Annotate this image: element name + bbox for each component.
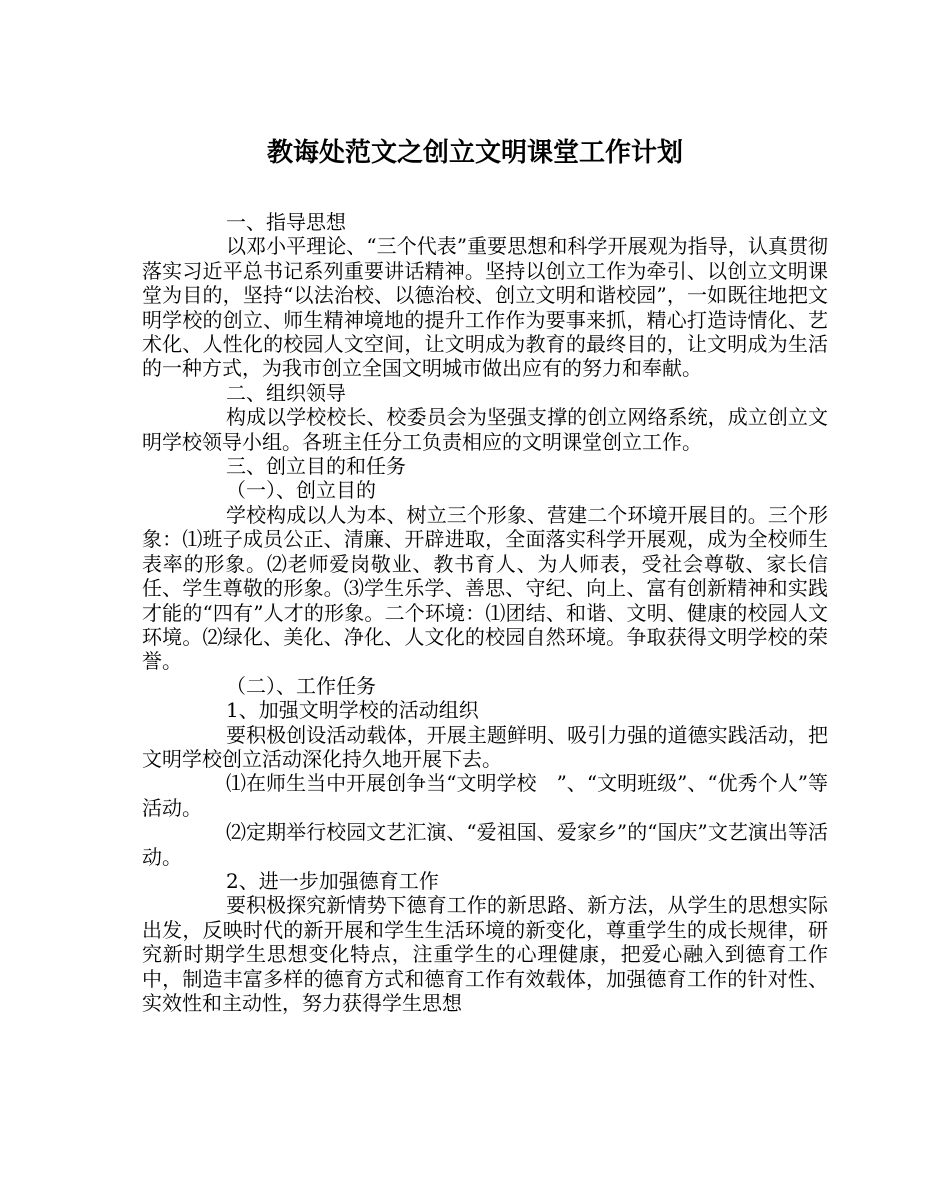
document-title: 教诲处范文之创立文明课堂工作计划 — [266, 138, 683, 168]
paragraph-guiding-ideology: 以邓小平理论、“三个代表”重要思想和科学开展观为指导，认真贯彻落实习近平总书记系列重要讲话精神。坚持以创立工作为牵引、以创立文明课堂为目的，坚持“以法治校、以德治校、创立文明和谐校园”，一如既往地把文明学校的创立、师生精神境地的提升工作作为要事来抓，精心打造诗情化、艺术化、人性化的校园人文空间，让文明成为教育的最终目的，让文明成为生活的一种方式，为我市创立全国文明城市做出应有的努力和奉献。 — [142, 234, 828, 381]
section-heading-organization: 二、组织领导 — [226, 380, 346, 405]
paragraph-goals: 学校构成以人为本、树立三个形象、营建二个环境开展目的。三个形象：⑴班子成员公正、清廉、开辟进取，全面落实科学开展观，成为全校师生表率的形象。⑵老师爱岗敬业、教书育人、为人师表，受社会尊敬、家长信任、学生尊敬的形象。⑶学生乐学、善思、守纪、向上、富有创新精神和实践才能的“四有”人才的形象。二个环境：⑴团结、和谐、文明、健康的校园人文环境。⑵绿化、美化、净化、人文化的校园自然环境。争取获得文明学校的荣誉。 — [142, 502, 828, 674]
paragraph-organization: 构成以学校校长、校委员会为坚强支撑的创立网络系统，成立创立文明学校领导小组。各班主任分工负责相应的文明课堂创立工作。 — [142, 405, 828, 454]
list-item-activity-2: ⑵定期举行校园文艺汇演、“爱祖国、爱家乡”的“国庆”文艺演出等活动。 — [142, 820, 828, 869]
subsection-heading-goals: （一）、创立目的 — [226, 478, 376, 503]
paragraph-activities: 要积极创设活动载体，开展主题鲜明、吸引力强的道德实践活动，把文明学校创立活动深化持久地开展下去。 — [142, 722, 828, 771]
section-heading-guiding-ideology: 一、指导思想 — [226, 210, 346, 234]
task-heading-activities: 1、加强文明学校的活动组织 — [226, 698, 479, 723]
task-heading-moral-education: 2、进一步加强德育工作 — [226, 868, 439, 893]
section-heading-goals-tasks: 三、创立目的和任务 — [226, 454, 406, 479]
subsection-heading-tasks: （二）、工作任务 — [226, 673, 376, 698]
list-item-activity-1: ⑴在师生当中开展创争当“文明学校 ”、“文明班级”、“优秀个人”等活动。 — [142, 771, 828, 820]
document-body — [142, 210, 828, 1015]
paragraph-moral-education: 要积极探究新情势下德育工作的新思路、新方法，从学生的思想实际出发，反映时代的新开展和学生生活环境的新变化，尊重学生的成长规律，研究新时期学生思想变化特点，注重学生的心理健康，把爱心融入到德育工作中，制造丰富多样的德育方式和德育工作有效载体，加强德育工作的针对性、实效性和主动性，努力获得学生思想 — [142, 893, 828, 1015]
